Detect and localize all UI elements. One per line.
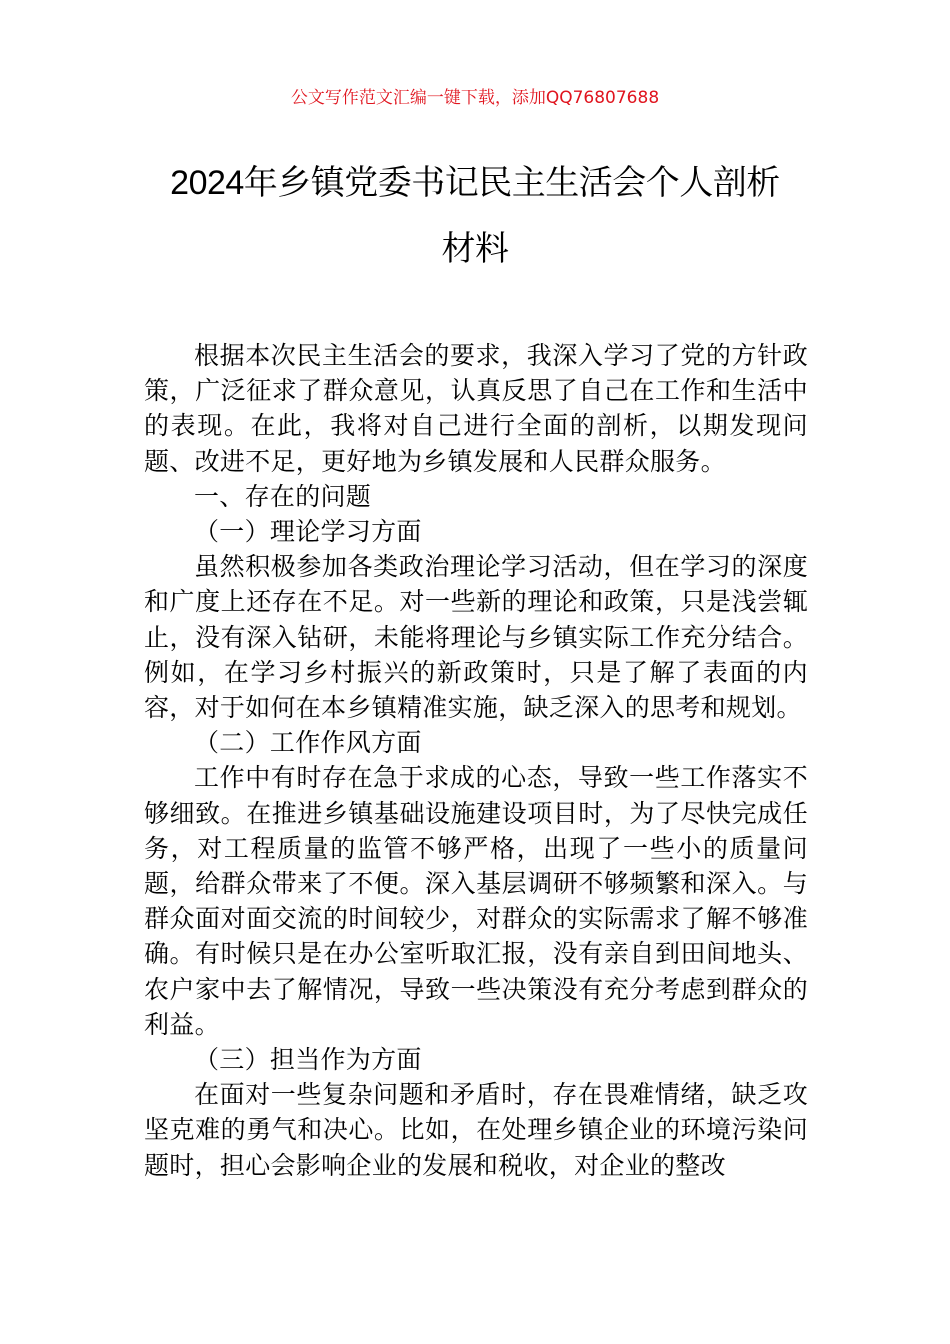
subsection-heading-theory-study: （一）理论学习方面: [194, 517, 422, 547]
download-banner: 公文写作范文汇编一键下载，添加QQ76807688: [290, 88, 660, 108]
document-title: [140, 150, 810, 282]
intro-paragraph: 根据本次民主生活会的要求，我深入学习了党的方针政策，广泛征求了群众意见，认真反思了自己在工作和生活中的表现。在此，我将对自己进行全面的剖析，以期发现问题、改进不足，更好地为乡镇发展和人民群众服务。: [144, 341, 808, 476]
paragraph-responsibility: 在面对一些复杂问题和矛盾时，存在畏难情绪，缺乏攻坚克难的勇气和决心。比如，在处理乡镇企业的环境污染问题时，担心会影响企业的发展和税收，对企业的整改: [144, 1080, 808, 1180]
title-line-1: 2024年乡镇党委书记民主生活会个人剖析: [170, 164, 780, 202]
paragraph-theory-study: 虽然积极参加各类政治理论学习活动，但在学习的深度和广度上还存在不足。对一些新的理论和政策，只是浅尝辄止，没有深入钻研，未能将理论与乡镇实际工作充分结合。例如，在学习乡村振兴的新政策时，只是了解了表面的内容，对于如何在本乡镇精准实施，缺乏深入的思考和规划。: [144, 552, 808, 723]
subsection-heading-responsibility: （三）担当作为方面: [194, 1045, 422, 1075]
document-body: [144, 338, 808, 1183]
section-heading-problems: 一、存在的问题: [194, 481, 372, 511]
paragraph-work-style: 工作中有时存在急于求成的心态，导致一些工作落实不够细致。在推进乡镇基础设施建设项目时，为了尽快完成任务，对工程质量的监管不够严格，出现了一些小的质量问题，给群众带来了不便。深入基层调研不够频繁和深入。与群众面对面交流的时间较少，对群众的实际需求了解不够准确。有时候只是在办公室听取汇报，没有亲自到田间地头、农户家中去了解情况，导致一些决策没有充分考虑到群众的利益。: [144, 763, 808, 1039]
subsection-heading-work-style: （二）工作作风方面: [194, 728, 422, 758]
title-line-2: 材料: [441, 230, 509, 268]
